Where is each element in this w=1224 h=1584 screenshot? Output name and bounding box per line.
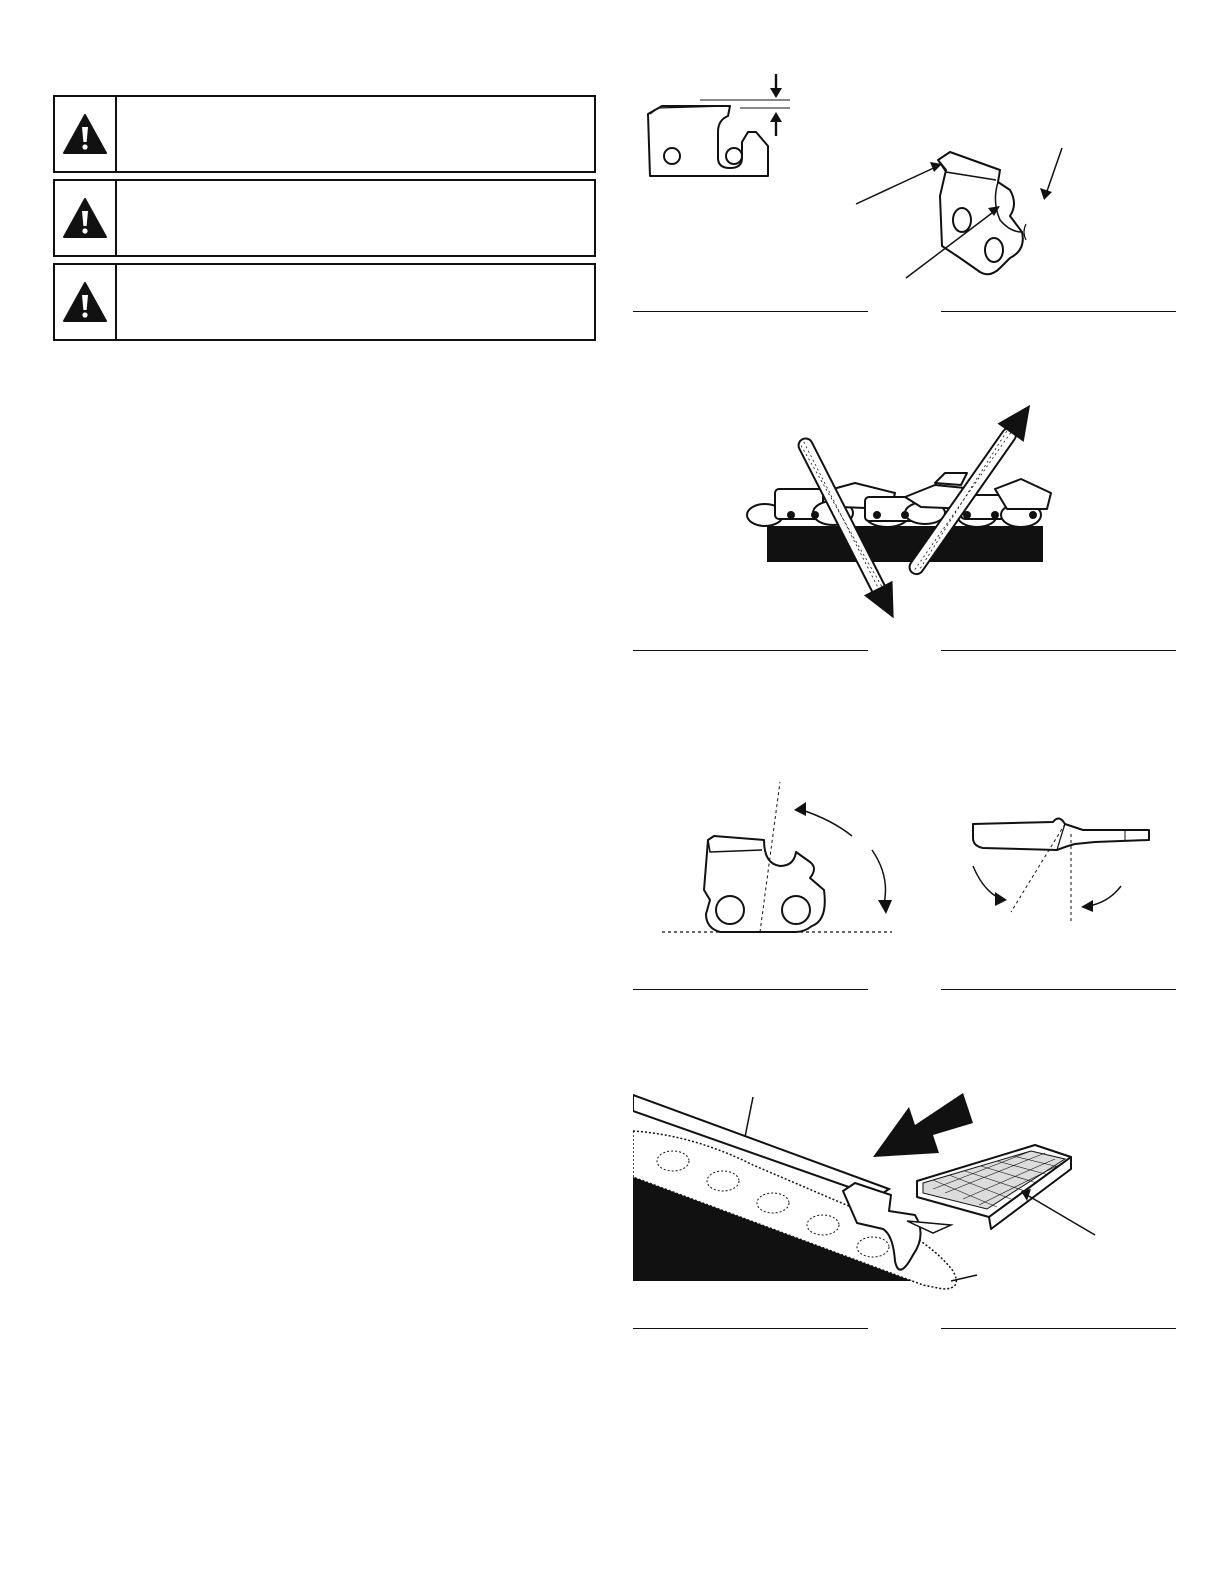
figure-divider-2b xyxy=(941,650,1176,651)
figure-divider-4a xyxy=(633,1328,868,1329)
figure-divider-1b xyxy=(941,311,1176,312)
warning-box-2 xyxy=(53,179,596,257)
side-plate-angle-figure xyxy=(660,780,900,940)
warning-triangle-icon xyxy=(62,281,108,323)
figure-divider-1a xyxy=(633,311,868,312)
figure-divider-4b xyxy=(941,1328,1176,1329)
cutter-parts-figure xyxy=(850,140,1080,285)
warning-box-1 xyxy=(53,95,596,173)
figure-divider-3a xyxy=(633,989,868,990)
depth-gauge-jointing-figure xyxy=(633,1085,1103,1300)
depth-gauge-clearance-figure xyxy=(630,70,810,185)
figure-divider-3b xyxy=(941,989,1176,990)
warning-triangle-icon xyxy=(62,113,108,155)
warning-triangle-icon xyxy=(62,197,108,239)
figure-divider-2a xyxy=(633,650,868,651)
file-strokes-figure xyxy=(745,385,1055,635)
warning-box-3 xyxy=(53,263,596,341)
top-plate-angle-figure xyxy=(965,810,1165,930)
